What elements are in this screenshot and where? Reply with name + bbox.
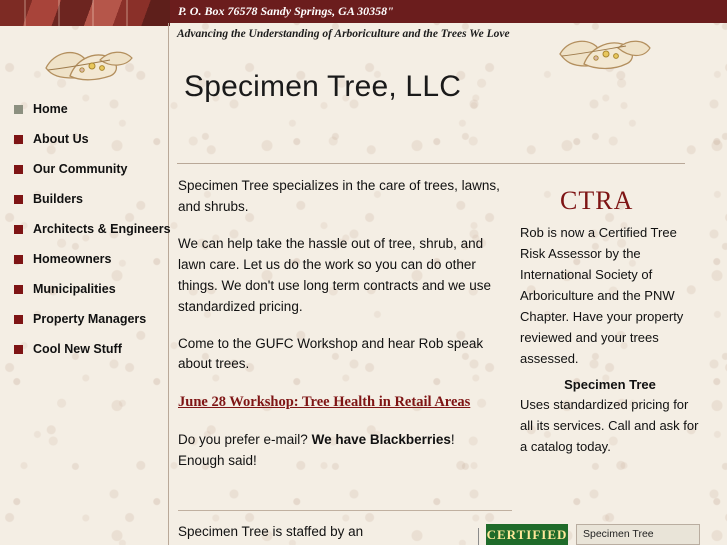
bullet-icon [14,255,23,264]
sidebar-item-label: Home [33,102,68,116]
ctra-paragraph: Rob is now a Certified Tree Risk Assessor by the International Society of Arboriculture and the PNW Chapter. Have your property reviewed and your trees assessed. [520,225,684,367]
bullet-icon [14,165,23,174]
bullet-icon [14,105,23,114]
page-title: Specimen Tree, LLC [184,70,462,103]
sidebar-item-label: Builders [33,192,84,206]
bullet-icon [14,345,23,354]
bullet-icon [14,225,23,234]
sidebar-item-architects-engineers[interactable] [10,214,171,244]
sidebar-item-label: About Us [33,132,89,146]
bullet-icon [14,285,23,294]
sidebar-item-about-us[interactable] [10,124,168,154]
sidebar-item-label: Our Community [33,162,128,176]
intro-paragraph: Specimen Tree specializes in the care of trees, lawns, and shrubs. [178,178,500,214]
bullet-icon [14,315,23,324]
content-divider [178,510,512,511]
main-content [178,176,512,488]
bullet-icon [14,195,23,204]
specimen-tree-heading: Specimen Tree [564,377,656,393]
leaf-band-decoration [0,0,170,26]
leaf-ornament-right-icon [556,30,652,76]
tagline: Advancing the Understanding of Arboriculture and the Trees We Love [177,28,510,40]
pricing-paragraph: Uses standardized pricing for all its services. Call and ask for a catalog today. [520,397,699,455]
enough-said: Enough said! [178,452,257,468]
sidebar-item-property-managers[interactable] [10,304,168,334]
sidebar-item-home[interactable] [10,94,168,124]
bullet-icon [14,135,23,144]
sidebar-item-label: Cool New Stuff [33,342,122,356]
staff-paragraph: Specimen Tree is staffed by an [178,524,364,539]
sidebar-item-label: Municipalities [33,282,116,296]
email-question: Do you prefer e-mail? [178,431,308,447]
right-column [520,186,700,459]
sidebar-item-cool-new-stuff[interactable] [10,334,168,364]
badge-divider [478,528,479,545]
sidebar-nav [10,94,171,364]
workshop-link[interactable]: June 28 Workshop: Tree Health in Retail Areas [178,394,471,411]
sidebar-item-municipalities[interactable] [10,274,168,304]
address-bar: P. O. Box 76578 Sandy Springs, GA 30358" [170,0,690,23]
specimen-tree-badge: Specimen Tree [576,524,700,545]
email-strong: We have Blackberries [311,431,451,447]
workshop-paragraph: Come to the GUFC Workshop and hear Rob speak about trees. [178,335,484,372]
sidebar-item-label: Homeowners [33,252,112,266]
services-paragraph: We can help take the hassle out of tree, shrub, and lawn care. Let us do the work so you can do other things. We don't use long term contracts and we use standardized pricing. [178,235,491,314]
email-tail: ! [450,431,455,447]
sidebar-item-homeowners[interactable] [10,244,168,274]
address-bar-filler [690,0,727,23]
sidebar-item-label: Property Managers [33,312,147,326]
certified-badge: CERTIFIED [486,524,568,545]
vertical-divider [168,23,169,545]
sidebar-item-label: Architects & Engineers [33,222,171,236]
title-divider [177,163,685,164]
sidebar-item-builders[interactable] [10,184,168,214]
email-paragraph [178,430,512,472]
ctra-heading: CTRA [560,186,634,215]
sidebar-item-our-community[interactable] [10,154,168,184]
leaf-ornament-left-icon [40,38,136,84]
